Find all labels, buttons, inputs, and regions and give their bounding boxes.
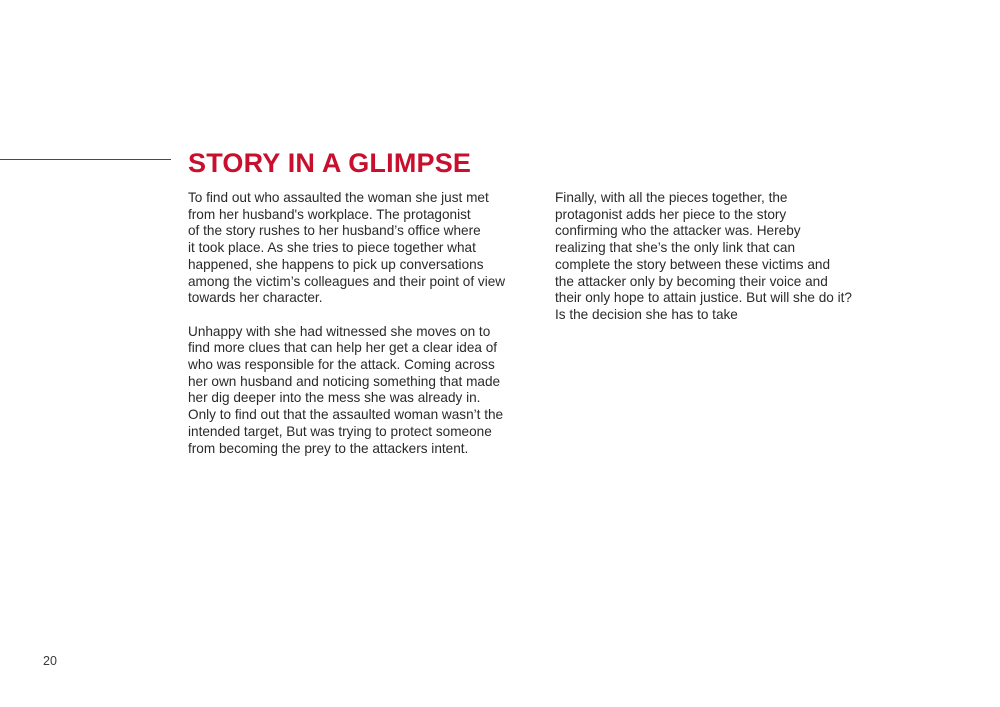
text-line: To find out who assaulted the woman she just met	[188, 190, 489, 205]
text-line: of the story rushes to her husband’s office where	[188, 223, 481, 239]
text-line: happened, she happens to pick up conversations	[188, 256, 484, 272]
paragraph-1	[188, 190, 528, 307]
page-number: 20	[43, 654, 57, 668]
text-line: Unhappy with she had witnessed she moves on to	[188, 323, 491, 339]
text-line: protagonist adds her piece to the story	[555, 206, 787, 222]
text-line: towards her character.	[188, 290, 323, 306]
heading-accent-rule	[0, 159, 171, 160]
text-line: her dig deeper into the mess she was already in.	[188, 390, 481, 406]
text-line: Is the decision she has to take	[555, 306, 738, 322]
left-column	[188, 190, 528, 457]
paragraph-2	[188, 324, 528, 458]
text-line: who was responsible for the attack. Coming across	[188, 357, 495, 373]
text-line: confirming who the attacker was. Hereby	[555, 223, 801, 239]
text-line: from her husband's workplace. The protagonist	[188, 206, 471, 222]
right-column	[555, 190, 875, 324]
text-line: her own husband and noticing something that made	[188, 373, 501, 389]
text-line: realizing that she’s the only link that can	[555, 240, 796, 256]
text-line: complete the story between these victims and	[555, 256, 831, 272]
text-line: from becoming the prey to the attackers intent.	[188, 440, 469, 456]
text-line: intended target, But was trying to protect someone	[188, 423, 492, 439]
text-line: Finally, with all the pieces together, the	[555, 190, 788, 205]
text-line: among the victim’s colleagues and their point of view	[188, 273, 506, 289]
text-line: Only to find out that the assaulted woman wasn’t the	[188, 407, 504, 423]
paragraph-3	[555, 190, 875, 324]
text-line: find more clues that can help her get a clear idea of	[188, 340, 498, 356]
text-line: their only hope to attain justice. But will she do it?	[555, 290, 852, 306]
text-line: it took place. As she tries to piece together what	[188, 240, 476, 256]
page-title: STORY IN A GLIMPSE	[188, 148, 472, 178]
text-line: the attacker only by becoming their voice and	[555, 273, 828, 289]
